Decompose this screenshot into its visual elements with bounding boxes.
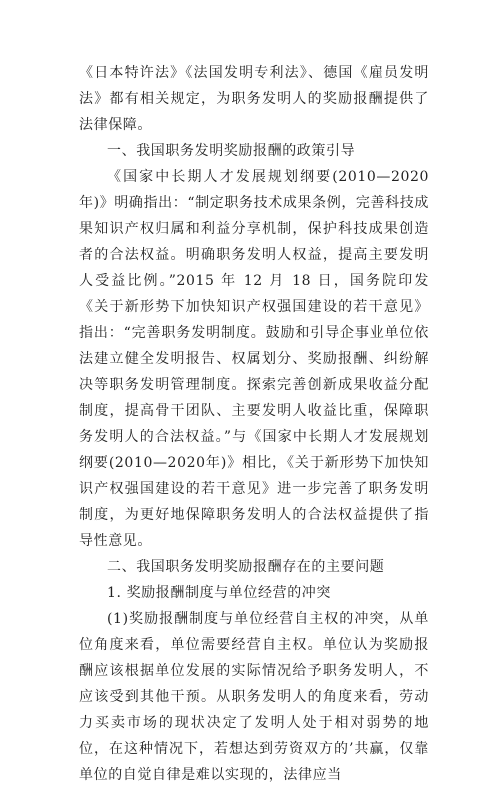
paragraph-intro: 《日本特许法》《法国发明专利法》、德国《雇员发明法》都有相关规定，为职务发明人的奖励报酬提供了法律保障。 bbox=[79, 65, 429, 133]
section-heading-policy: 一、我国职务发明奖励报酬的政策引导 bbox=[107, 143, 356, 159]
document-page bbox=[79, 60, 429, 788]
paragraph-conflict: (1)奖励报酬制度与单位经营自主权的冲突，从单位角度来看，单位需要经营自主权。单位认为奖励报酬应该根据单位发展的实际情况给予职务发明人，不应该受到其他干预。从职务发明人的角度来看，劳动力买卖市场的现状决定了发明人处于相对弱势的地位，在这种情况下，若想达到劳资双方的’共赢，仅靠单位的自觉自律是难以实现的，法律应当 bbox=[79, 611, 429, 783]
paragraph-policy: 《国家中长期人才发展规划纲要(2010—2020年)》明确指出：“制定职务技术成果条例，完善科技成果知识产权归属和利益分享机制，保护科技成果创造者的合法权益。明确职务发明人权益，提高主要发明人受益比例。”2015 年 12 月 18 日，国务院印发《关于新形势下加快知识产权强国建设的若干意见》指出：“完善职务发明制度。鼓励和引导企事业单位依法建立健全发明报告、权属划分、奖励报酬、纠纷解决等职务发明管理制度。探索完善创新成果收益分配制度，提高骨干团队、主要发明人收益比重，保障职务发明人的合法权益。”与《国家中长期人才发展规划纲要(2010—2020年)》相比，《关于新形势下加快知识产权强国建设的若干意见》进一步完善了职务发明制度，为更好地保障职务发明人的合法权益提供了指导性意见。 bbox=[79, 169, 429, 549]
subsection-heading-conflict: 1. 奖励报酬制度与单位经营的冲突 bbox=[107, 585, 332, 601]
section-heading-problems: 二、我国职务发明奖励报酬存在的主要问题 bbox=[107, 559, 385, 575]
